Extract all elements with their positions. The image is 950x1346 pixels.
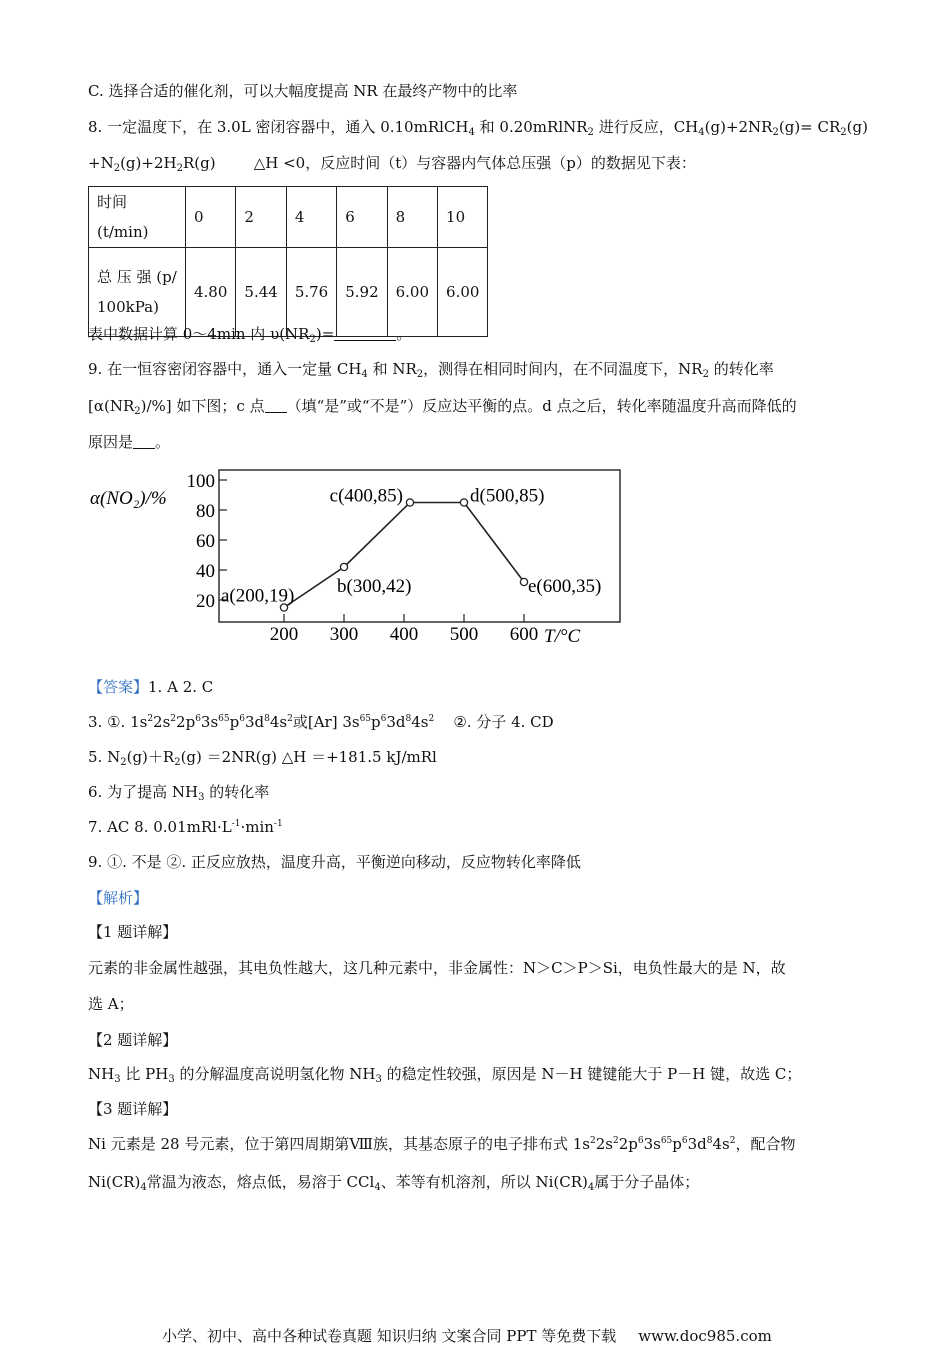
footer: 小学、初中、高中各种试卷真题 知识归纳 文案合同 PPT 等免费下载 www.doc985.com [162, 1327, 772, 1345]
x-tick-label: 600 [509, 624, 539, 645]
table-cell: 4.80 [186, 248, 236, 337]
table-cell: 0 [186, 187, 236, 248]
analysis-label: 【解析】 [88, 889, 149, 907]
point-label: a(200,19) [221, 585, 295, 607]
option-c: C. 选择合适的催化剂，可以大幅度提高 NR 在最终产物中的比率 [88, 82, 518, 100]
table-cell: 6.00 [387, 248, 437, 337]
table-cell: 5.76 [286, 248, 336, 337]
detail-2-text: $NH_3$ 比 $PH_3$ 的分解温度高说明氢化物 $NH_3$ 的稳定性较强，原因是 N－H 键键能大于 P－H 键，故选 C； [88, 1065, 802, 1085]
q9-line-2: $[\alpha(NR_2)/\%]$ 如下图；c 点 （填“是”或“不是”）反应达平衡的点。d 点之后，转化率随温度升高而降低的 [88, 397, 797, 417]
table-cell: 5.92 [337, 248, 387, 337]
table-cell: 6 [337, 187, 387, 248]
answer-blank[interactable] [265, 398, 287, 413]
q9-line-3: 原因是 。 [88, 433, 171, 451]
footer-url[interactable]: www.doc985.com [638, 1327, 772, 1345]
y-tick-label: 40 [196, 561, 215, 582]
table-cell: 5.44 [236, 248, 286, 337]
q8-calc: 表中数据计算 0～4min 内 $\upsilon(NR_2)=$ 。 [88, 325, 412, 345]
data-point [460, 499, 467, 506]
answer-3-4: 3. ①. $1s^22s^22p^63s^{65}p^63d^84s^2$或[Ar] $3s^{65}p^63d^84s^2$ ②. 分子 4. CD [88, 713, 554, 731]
table-cell: 2 [236, 187, 286, 248]
y-tick-label: 100 [186, 471, 215, 492]
q9-line-1: 9. 在一恒容密闭容器中，通入一定量 $CH_4$ 和 $NR_2$，测得在相同时间内，在不同温度下，$NR_2$ 的转化率 [88, 360, 774, 380]
answer-1-2: 【答案】1. A 2. C [88, 678, 214, 696]
x-tick-label: 200 [269, 624, 299, 645]
detail-1-label: 【1 题详解】 [88, 923, 178, 941]
detail-3-label: 【3 题详解】 [88, 1100, 178, 1118]
y-tick-label: 60 [196, 531, 215, 552]
x-axis-label: T/°C [544, 626, 581, 647]
data-point [520, 578, 527, 585]
data-point [406, 499, 413, 506]
time-header: 时间(t/min) [89, 187, 186, 248]
point-label: e(600,35) [528, 576, 602, 597]
answer-9: 9. ①. 不是 ②. 正反应放热，温度升高，平衡逆向移动，反应物转化率降低 [88, 853, 581, 871]
point-label: c(400,85) [329, 485, 403, 507]
detail-1-text: 元素的非金属性越强，其电负性越大，这几种元素中，非金属性：N＞C＞P＞Si，电负性最大的是 N，故 [88, 959, 786, 977]
x-tick-label: 500 [449, 624, 479, 645]
detail-1-text-2: 选 A； [88, 995, 134, 1013]
detail-2-label: 【2 题详解】 [88, 1031, 178, 1049]
q8-line-1: 8. 一定温度下，在 3.0L 密闭容器中，通入 0.10mRlCH$_4$ 和 0.20mRlNR$_2$ 进行反应，$CH_4(g)+2NR_2(g)= CR_2(g)$ [88, 118, 868, 138]
conversion-chart [82, 462, 642, 652]
table-cell: 10 [438, 187, 488, 248]
table-cell: 8 [387, 187, 437, 248]
table-cell: 6.00 [438, 248, 488, 337]
table-cell: 4 [286, 187, 336, 248]
point-label: d(500,85) [470, 485, 545, 507]
x-tick-label: 400 [389, 624, 419, 645]
answer-5: 5. $N_2(g)+R_2(g) =2NR(g)$ △H ＝+181.5 kJ/mRl [88, 748, 437, 768]
detail-3-text: Ni 元素是 28 号元素，位于第四周期第Ⅷ族，其基态原子的电子排布式 $1s^22s^22p^63s^{65}p^63d^84s^2$，配合物 [88, 1135, 796, 1153]
y-axis-label: α(NO₂)/% [90, 488, 167, 509]
answer-6: 6. 为了提高 $NH_3$ 的转化率 [88, 783, 270, 803]
data-point [340, 563, 347, 570]
y-tick-label: 20 [196, 591, 215, 612]
pressure-header: 总 压 强 (p/ 100kPa) [89, 248, 186, 337]
pressure-table [88, 186, 488, 337]
answer-blank[interactable] [133, 434, 155, 449]
detail-3-text-2: $Ni(CR)_4$常温为液态，熔点低，易溶于 CCl$_4$、苯等有机溶剂，所以 $Ni(CR)_4$属于分子晶体； [88, 1173, 700, 1193]
answer-blank[interactable] [334, 326, 396, 341]
q8-line-2: $+N_2(g)+2H_2R(g)$ △H <0，反应时间（t）与容器内气体总压强（p）的数据见下表： [88, 154, 696, 174]
y-tick-label: 80 [196, 501, 215, 522]
point-label: b(300,42) [337, 576, 412, 597]
x-tick-label: 300 [329, 624, 359, 645]
answer-7-8: 7. AC 8. $0.01mRl\cdot L^{-1}\cdot\min^{-1}$ [88, 818, 283, 836]
